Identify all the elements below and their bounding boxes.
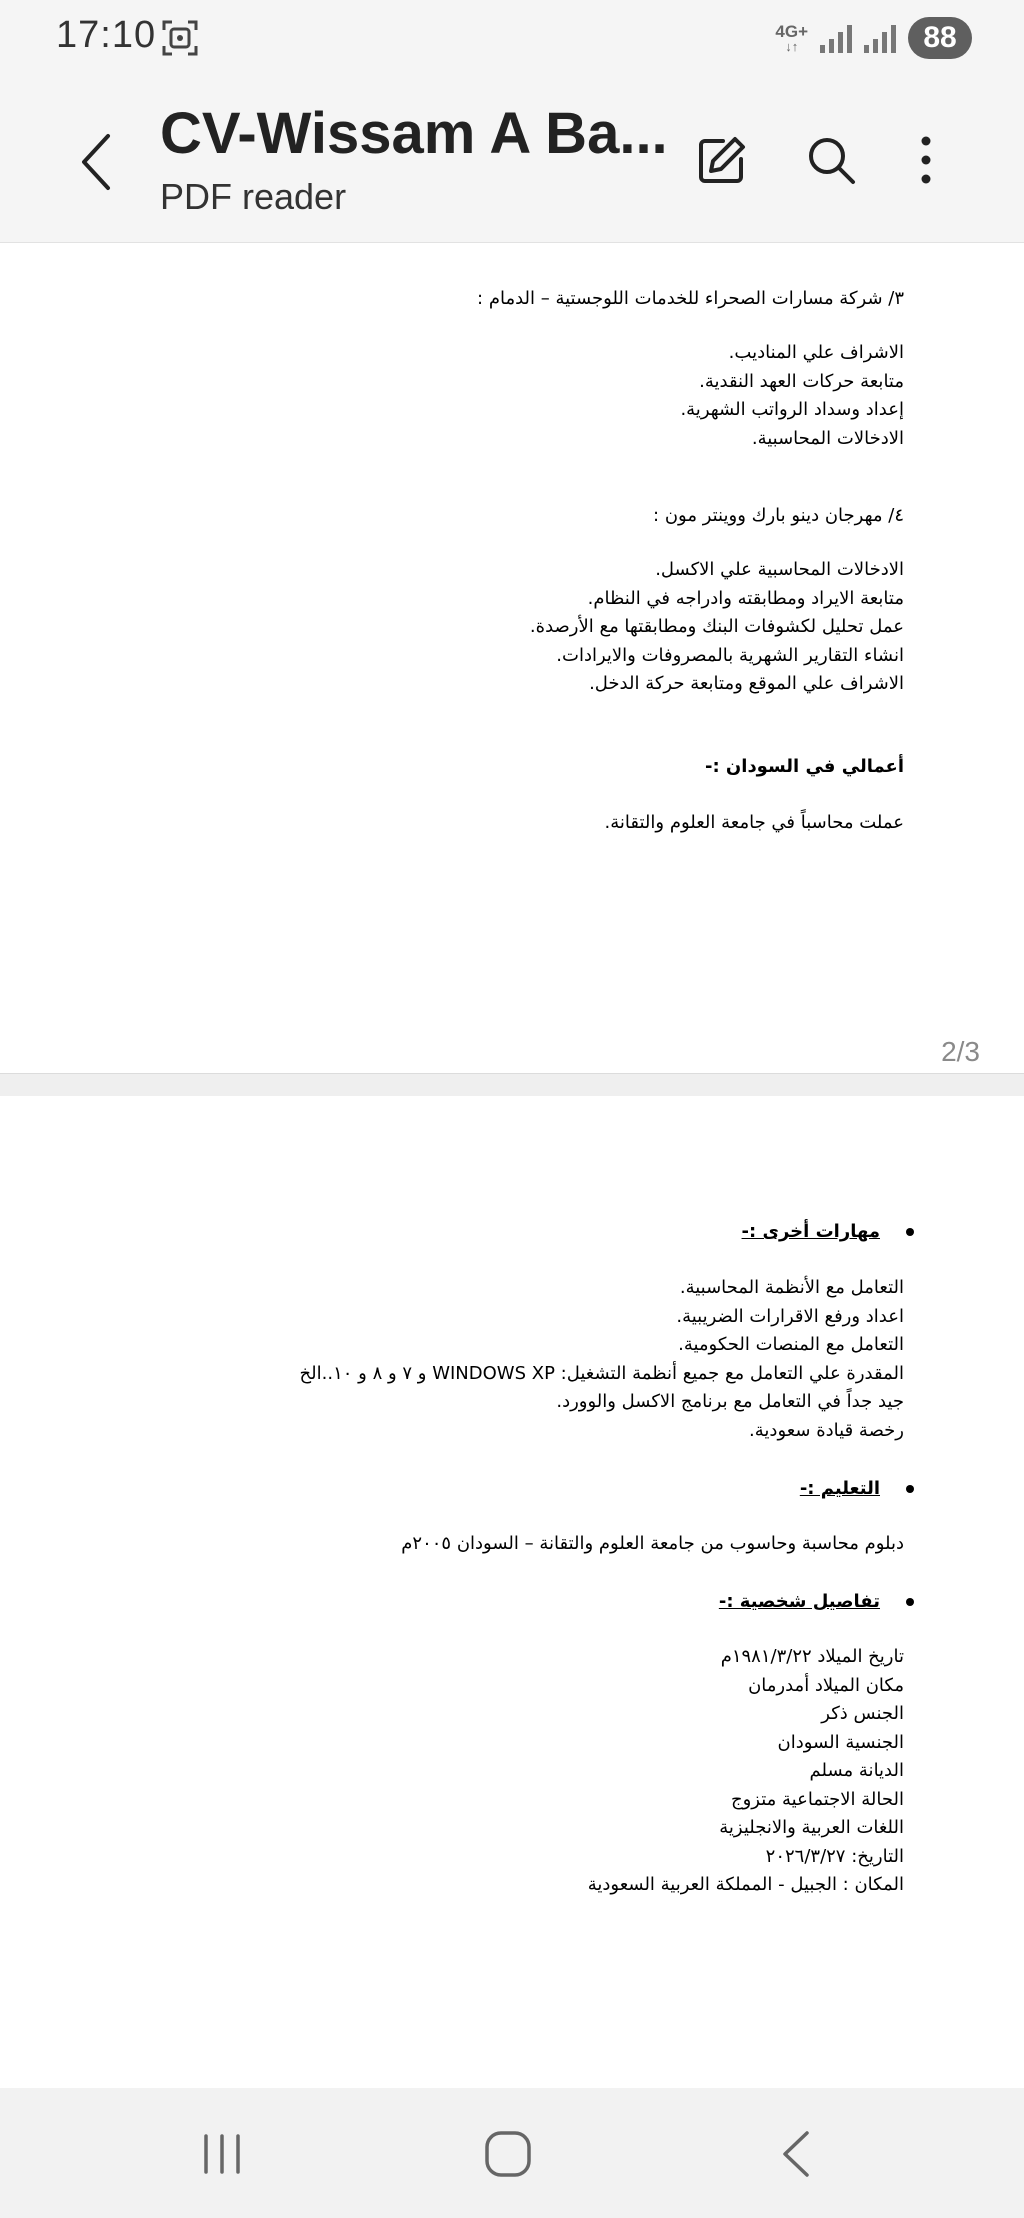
- status-bar: [0, 0, 1024, 78]
- network-label: 4G+: [775, 22, 808, 41]
- section-4: [653, 502, 904, 531]
- recent-apps-button[interactable]: [182, 2114, 262, 2194]
- home-icon: [483, 2129, 533, 2179]
- section-3: [477, 285, 904, 314]
- section-3-list: [680, 339, 904, 453]
- list-item: تاريخ الميلاد ١٩٨١/٣/٢٢م: [720, 1646, 904, 1667]
- sudan-heading-text: أعمالي في السودان :-: [704, 756, 904, 777]
- list-item: الادخالات المحاسبية.: [751, 427, 904, 449]
- list-item: جيد جداً في التعامل مع برنامج الاكسل والوورد.: [556, 1391, 904, 1412]
- signal-icon: [820, 23, 852, 53]
- screen-record-icon: [160, 18, 200, 58]
- education-line: دبلوم محاسبة وحاسوب من جامعة العلوم والتقانة – السودان ٢٠٠٥م: [401, 1533, 904, 1554]
- more-vert-icon: [916, 133, 936, 187]
- system-nav-bar: [0, 2088, 1024, 2218]
- document-title: CV-Wissam A Ba...: [160, 101, 668, 166]
- list-item: متابعة الايراد ومطابقته وادراجه في النظام.: [587, 587, 904, 609]
- list-item: اعداد ورفع الاقرارات الضريبية.: [676, 1305, 904, 1327]
- education-text: [401, 1530, 904, 1559]
- page-separator: [0, 1073, 1024, 1097]
- status-time: 17:10: [56, 14, 157, 56]
- search-button[interactable]: [795, 124, 867, 196]
- list-item: الجنسية السودان: [777, 1731, 904, 1753]
- list-item: التاريخ: ٢٠٢٦/٣/٢٧: [765, 1845, 904, 1867]
- section-3-heading: ٣/ شركة مسارات الصحراء للخدمات اللوجستية – الدمام :: [477, 288, 904, 309]
- list-item: المقدرة علي التعامل مع جميع أنظمة التشغيل: WINDOWS XP و ٧ و ٨ و ١٠..الخ: [299, 1362, 904, 1384]
- edit-icon: [695, 133, 749, 187]
- list-item: الاشراف علي الموقع ومتابعة حركة الدخل.: [589, 673, 904, 694]
- back-button[interactable]: [64, 122, 128, 202]
- list-item: الادخالات المحاسبية علي الاكسل.: [655, 559, 904, 580]
- list-item: مكان الميلاد أمدرمان: [748, 1674, 904, 1696]
- bullet-icon: [906, 1598, 914, 1606]
- recent-apps-icon: [200, 2132, 244, 2176]
- personal-list: [588, 1643, 904, 1900]
- section-4-list: [530, 556, 904, 699]
- list-item: الديانة مسلم: [809, 1760, 904, 1781]
- page-indicator: 2/3: [941, 1036, 980, 1067]
- app-bar: [0, 78, 1024, 243]
- list-item: التعامل مع الأنظمة المحاسبية.: [679, 1277, 904, 1298]
- battery-badge: 88: [908, 17, 972, 59]
- sudan-heading: [705, 753, 904, 782]
- skills-section-heading: [742, 1218, 914, 1247]
- status-icons: [775, 16, 972, 60]
- bullet-icon: [906, 1228, 914, 1236]
- section-4-heading: ٤/ مهرجان دينو بارك ووينتر مون :: [653, 505, 904, 526]
- home-button[interactable]: [468, 2114, 548, 2194]
- list-item: الاشراف علي المناديب.: [728, 342, 904, 363]
- list-item: اللغات العربية والانجليزية: [719, 1817, 904, 1838]
- nav-back-icon: [779, 2129, 813, 2179]
- document-subtitle: PDF reader: [160, 176, 347, 217]
- education-section-heading: [800, 1475, 914, 1504]
- list-item: الجنس ذكر: [821, 1703, 904, 1724]
- list-item: التعامل مع المنصات الحكومية.: [678, 1334, 904, 1355]
- bullet-icon: [906, 1485, 914, 1493]
- back-arrow-icon: [78, 132, 114, 192]
- list-item: المكان : الجبيل - المملكة العربية السعودية: [587, 1874, 904, 1895]
- signal-icon: [864, 23, 896, 53]
- list-item: انشاء التقارير الشهرية بالمصروفات والايرادات.: [556, 644, 904, 666]
- search-icon: [804, 133, 858, 187]
- sudan-text-line: عملت محاسباً في جامعة العلوم والتقانة.: [604, 812, 904, 833]
- skills-heading: مهارات أخرى :-: [741, 1221, 880, 1242]
- list-item: متابعة حركات العهد النقدية.: [699, 370, 904, 392]
- education-heading: التعليم :-: [799, 1478, 880, 1499]
- list-item: عمل تحليل لكشوفات البنك ومطابقتها مع الأرصدة.: [529, 616, 904, 637]
- skills-list: [300, 1274, 904, 1445]
- more-options-button[interactable]: [890, 124, 962, 196]
- network-icon: 4G+ ↓↑: [775, 22, 808, 54]
- sudan-text: [605, 809, 904, 838]
- edit-button[interactable]: [686, 124, 758, 196]
- list-item: إعداد وسداد الرواتب الشهرية.: [680, 399, 904, 420]
- personal-section-heading: [719, 1588, 914, 1617]
- list-item: الحالة الاجتماعية متزوج: [730, 1788, 904, 1810]
- nav-back-button[interactable]: [756, 2114, 836, 2194]
- personal-heading: تفاصيل شخصية :-: [718, 1591, 880, 1612]
- list-item: رخصة قيادة سعودية.: [749, 1419, 904, 1441]
